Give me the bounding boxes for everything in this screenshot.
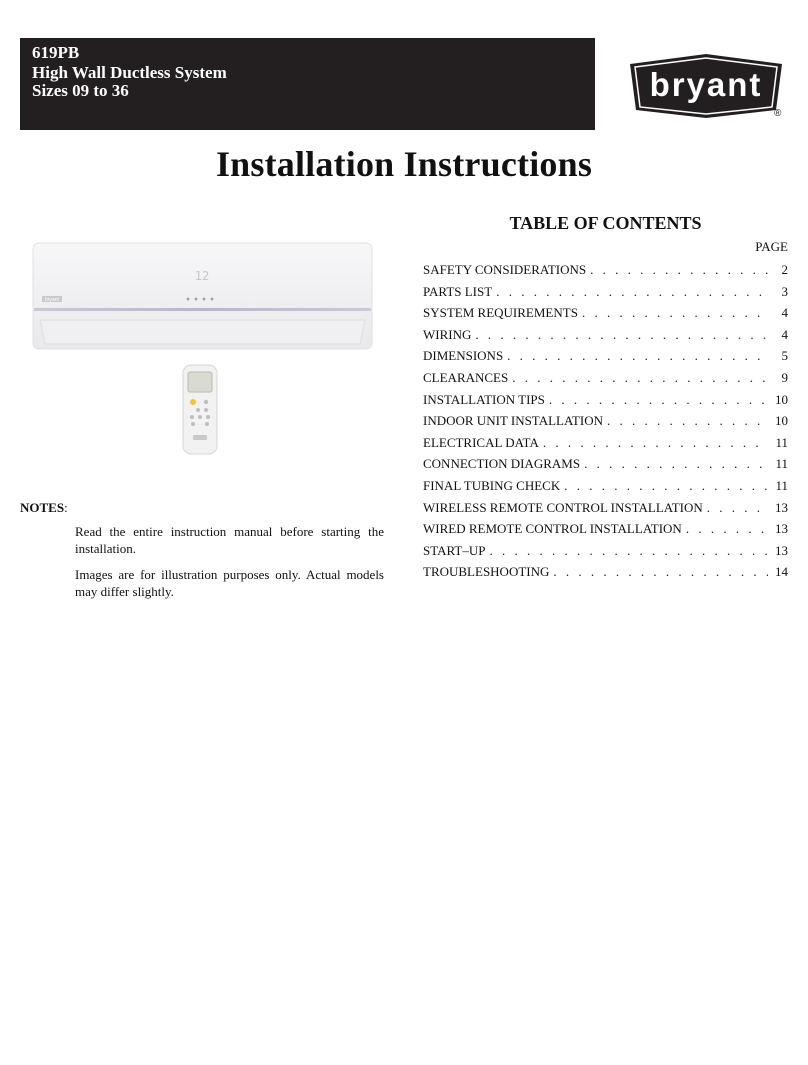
- toc-entry-page: 10: [775, 391, 788, 407]
- toc-entry-page: 13: [775, 521, 788, 537]
- product-sizes: Sizes 09 to 36: [32, 81, 129, 100]
- toc-entry[interactable]: [423, 348, 788, 370]
- table-of-contents: [423, 262, 788, 586]
- toc-heading: TABLE OF CONTENTS: [509, 213, 702, 233]
- toc-entry-label: CONNECTION DIAGRAMS: [423, 456, 581, 472]
- product-image: [30, 238, 375, 458]
- toc-entry[interactable]: [423, 435, 788, 457]
- toc-page-header: PAGE: [755, 239, 788, 254]
- toc-entry-label: WIRED REMOTE CONTROL INSTALLATION: [423, 521, 682, 537]
- toc-leader-dots: [590, 262, 768, 278]
- toc-entry[interactable]: [423, 478, 788, 500]
- toc-entry[interactable]: [423, 456, 788, 478]
- toc-entry-page: 5: [781, 348, 788, 364]
- toc-entry-page: 3: [781, 283, 788, 299]
- toc-leader-dots: [507, 348, 768, 364]
- toc-entry[interactable]: [423, 413, 788, 435]
- toc-entry[interactable]: [423, 327, 788, 349]
- svg-text:bryant: bryant: [45, 297, 59, 303]
- toc-entry-label: INSTALLATION TIPS: [423, 391, 545, 407]
- toc-entry-page: 9: [781, 369, 788, 385]
- toc-entry[interactable]: [423, 543, 788, 565]
- registered-mark: ®: [774, 108, 782, 119]
- toc-entry[interactable]: [423, 500, 788, 522]
- bryant-logo: [622, 52, 790, 122]
- toc-entry-label: CLEARANCES: [423, 369, 509, 385]
- toc-leader-dots: [543, 435, 768, 451]
- toc-leader-dots: [512, 370, 768, 386]
- product-subtitle: High Wall Ductless System: [32, 63, 227, 82]
- toc-entry[interactable]: [423, 262, 788, 284]
- toc-entry-page: 4: [781, 305, 788, 321]
- toc-entry-page: 11: [775, 456, 788, 472]
- toc-entry-page: 10: [775, 413, 788, 429]
- model-number: 619PB: [32, 43, 80, 62]
- toc-entry-label: FINAL TUBING CHECK: [423, 477, 561, 493]
- notes-heading: NOTES:: [20, 500, 68, 515]
- toc-entry[interactable]: [423, 370, 788, 392]
- toc-leader-dots: [489, 543, 768, 559]
- toc-leader-dots: [475, 327, 768, 343]
- toc-entry-label: TROUBLESHOOTING: [423, 564, 550, 580]
- toc-leader-dots: [564, 478, 768, 494]
- toc-entry-label: INDOOR UNIT INSTALLATION: [423, 413, 603, 429]
- toc-leader-dots: [553, 564, 768, 580]
- toc-entry-label: SAFETY CONSIDERATIONS: [423, 262, 587, 277]
- toc-entry-label: ELECTRICAL DATA: [423, 434, 539, 450]
- toc-entry-label: DIMENSIONS: [423, 348, 504, 364]
- toc-entry[interactable]: [423, 305, 788, 327]
- toc-entry-page: 13: [775, 499, 788, 515]
- toc-leader-dots: [496, 284, 768, 300]
- toc-entry[interactable]: [423, 284, 788, 306]
- toc-entry-page: 2: [781, 262, 788, 277]
- toc-leader-dots: [549, 392, 768, 408]
- toc-leader-dots: [584, 456, 768, 472]
- toc-entry[interactable]: [423, 521, 788, 543]
- toc-entry[interactable]: [423, 392, 788, 414]
- toc-entry-label: SYSTEM REQUIREMENTS: [423, 305, 578, 321]
- toc-entry-label: WIRING: [423, 326, 472, 342]
- toc-leader-dots: [607, 413, 768, 429]
- toc-entry-page: 14: [775, 564, 788, 580]
- note-paragraph: Images are for illustration purposes only. Actual models may differ slightly.: [75, 567, 384, 599]
- page-title: Installation Instructions: [215, 144, 593, 184]
- toc-entry-page: 4: [781, 326, 788, 342]
- toc-entry-page: 11: [775, 434, 788, 450]
- toc-entry[interactable]: [423, 564, 788, 586]
- logo-text: bryant: [649, 66, 763, 103]
- toc-entry-label: START–UP: [423, 542, 486, 558]
- svg-text:12: 12: [194, 269, 210, 283]
- toc-leader-dots: [707, 500, 768, 516]
- toc-entry-label: PARTS LIST: [423, 283, 493, 299]
- toc-entry-page: 11: [775, 477, 788, 493]
- note-paragraph: Read the entire instruction manual before starting the installation.: [75, 524, 384, 556]
- toc-entry-label: WIRELESS REMOTE CONTROL INSTALLATION: [423, 499, 703, 515]
- toc-leader-dots: [582, 305, 768, 321]
- toc-leader-dots: [686, 521, 768, 537]
- header-banner: [20, 38, 595, 130]
- toc-entry-page: 13: [775, 542, 788, 558]
